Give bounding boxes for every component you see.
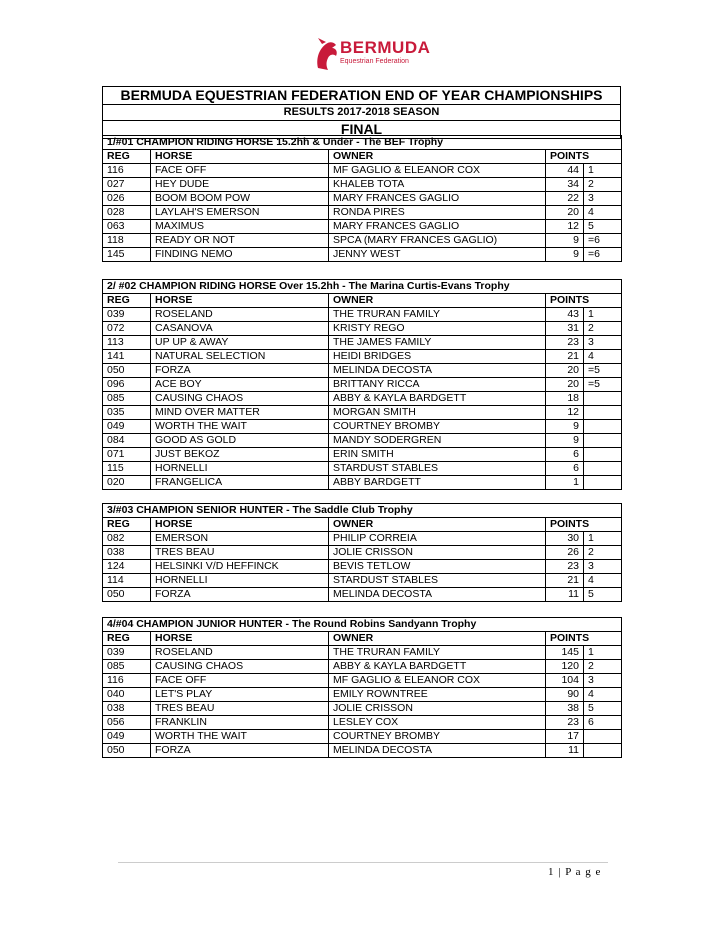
points-cell: 22 [546, 192, 584, 206]
horse-cell: HORNELLI [151, 574, 329, 588]
points-cell: 12 [546, 220, 584, 234]
horse-cell: CAUSING CHAOS [151, 660, 329, 674]
owner-cell: KHALEB TOTA [329, 178, 546, 192]
place-cell: 2 [584, 546, 622, 560]
reg-cell: 049 [103, 420, 151, 434]
place-cell [584, 476, 622, 490]
section-title [103, 136, 622, 150]
owner-cell: MORGAN SMITH [329, 406, 546, 420]
points-cell: 26 [546, 546, 584, 560]
points-cell: 12 [546, 406, 584, 420]
column-header-points: POINTS [546, 294, 622, 308]
column-header-row [103, 632, 622, 646]
table-row [103, 730, 622, 744]
points-cell: 120 [546, 660, 584, 674]
place-cell: 3 [584, 192, 622, 206]
place-cell: 3 [584, 336, 622, 350]
table-row [103, 206, 622, 220]
table-row [103, 744, 622, 758]
owner-cell: COURTNEY BROMBY [329, 420, 546, 434]
owner-cell: PHILIP CORREIA [329, 532, 546, 546]
place-cell [584, 448, 622, 462]
owner-cell: STARDUST STABLES [329, 574, 546, 588]
points-cell: 18 [546, 392, 584, 406]
horse-cell: CASANOVA [151, 322, 329, 336]
table-row [103, 378, 622, 392]
section-title-text: #01 CHAMPION RIDING HORSE 15.2hh & Under - The BEF Trophy [115, 136, 444, 148]
section-prefix: 3/ [107, 504, 116, 516]
table-row [103, 660, 622, 674]
reg-cell: 038 [103, 702, 151, 716]
place-cell [584, 744, 622, 758]
horse-cell: FRANKLIN [151, 716, 329, 730]
horse-cell: LAYLAH'S EMERSON [151, 206, 329, 220]
table-row [103, 716, 622, 730]
table-row [103, 588, 622, 602]
column-header-reg: REG [103, 294, 151, 308]
reg-cell: 096 [103, 378, 151, 392]
reg-cell: 082 [103, 532, 151, 546]
column-header-points: POINTS [546, 150, 622, 164]
reg-cell: 071 [103, 448, 151, 462]
horse-cell: EMERSON [151, 532, 329, 546]
horse-cell: LET'S PLAY [151, 688, 329, 702]
place-cell: 1 [584, 308, 622, 322]
horse-cell: MAXIMUS [151, 220, 329, 234]
reg-cell: 116 [103, 674, 151, 688]
owner-cell: ABBY BARDGETT [329, 476, 546, 490]
table-row [103, 476, 622, 490]
points-cell: 31 [546, 322, 584, 336]
horse-cell: FORZA [151, 588, 329, 602]
place-cell: 1 [584, 646, 622, 660]
section-prefix: 4/ [107, 618, 116, 630]
table-row [103, 322, 622, 336]
owner-cell: ABBY & KAYLA BARDGETT [329, 660, 546, 674]
owner-cell: MARY FRANCES GAGLIO [329, 192, 546, 206]
table-row [103, 462, 622, 476]
table-row [103, 392, 622, 406]
column-header-horse: HORSE [151, 518, 329, 532]
column-header-horse: HORSE [151, 294, 329, 308]
place-cell: 2 [584, 322, 622, 336]
points-cell: 20 [546, 378, 584, 392]
header-box [102, 86, 621, 139]
season-subtitle: RESULTS 2017-2018 SEASON [103, 105, 620, 121]
table-row [103, 308, 622, 322]
points-cell: 145 [546, 646, 584, 660]
horse-cell: MIND OVER MATTER [151, 406, 329, 420]
horse-cell: FINDING NEMO [151, 248, 329, 262]
section-title-text: #03 CHAMPION SENIOR HUNTER - The Saddle Club Trophy [115, 504, 413, 516]
reg-cell: 026 [103, 192, 151, 206]
points-cell: 23 [546, 716, 584, 730]
table-row [103, 192, 622, 206]
owner-cell: KRISTY REGO [329, 322, 546, 336]
column-header-owner: OWNER [329, 294, 546, 308]
horse-cell: ROSELAND [151, 646, 329, 660]
points-cell: 34 [546, 178, 584, 192]
horse-cell: TRES BEAU [151, 546, 329, 560]
column-header-owner: OWNER [329, 150, 546, 164]
column-header-row [103, 150, 622, 164]
reg-cell: 114 [103, 574, 151, 588]
results-table-3 [102, 503, 622, 602]
points-cell: 44 [546, 164, 584, 178]
points-cell: 23 [546, 336, 584, 350]
table-row [103, 688, 622, 702]
points-cell: 104 [546, 674, 584, 688]
owner-cell: LESLEY COX [329, 716, 546, 730]
points-cell: 20 [546, 206, 584, 220]
owner-cell: MELINDA DECOSTA [329, 364, 546, 378]
column-header-reg: REG [103, 518, 151, 532]
document-title: BERMUDA EQUESTRIAN FEDERATION END OF YEAR CHAMPIONSHIPS [103, 87, 620, 105]
table-row [103, 248, 622, 262]
place-cell: =5 [584, 364, 622, 378]
horse-cell: HORNELLI [151, 462, 329, 476]
results-table-1 [102, 135, 622, 262]
place-cell: 5 [584, 702, 622, 716]
section-title-text: #04 CHAMPION JUNIOR HUNTER - The Round Robins Sandyann Trophy [115, 618, 477, 630]
table-row [103, 646, 622, 660]
column-header-horse: HORSE [151, 632, 329, 646]
place-cell: 4 [584, 350, 622, 364]
place-cell [584, 406, 622, 420]
place-cell: 6 [584, 716, 622, 730]
section-title [103, 280, 622, 294]
owner-cell: STARDUST STABLES [329, 462, 546, 476]
points-cell: 23 [546, 560, 584, 574]
reg-cell: 124 [103, 560, 151, 574]
horse-cell: TRES BEAU [151, 702, 329, 716]
owner-cell: JOLIE CRISSON [329, 546, 546, 560]
points-cell: 9 [546, 234, 584, 248]
place-cell: 3 [584, 560, 622, 574]
reg-cell: 085 [103, 660, 151, 674]
reg-cell: 084 [103, 434, 151, 448]
owner-cell: JOLIE CRISSON [329, 702, 546, 716]
table-row [103, 350, 622, 364]
results-table-4 [102, 617, 622, 758]
owner-cell: MELINDA DECOSTA [329, 588, 546, 602]
points-cell: 9 [546, 420, 584, 434]
place-cell: 5 [584, 588, 622, 602]
owner-cell: HEIDI BRIDGES [329, 350, 546, 364]
table-row [103, 560, 622, 574]
points-cell: 21 [546, 350, 584, 364]
section-title [103, 504, 622, 518]
reg-cell: 040 [103, 688, 151, 702]
reg-cell: 050 [103, 744, 151, 758]
status-label: FINAL [340, 121, 383, 137]
points-cell: 21 [546, 574, 584, 588]
logo-title: BERMUDA [340, 38, 431, 57]
reg-cell: 118 [103, 234, 151, 248]
owner-cell: THE TRURAN FAMILY [329, 646, 546, 660]
reg-cell: 063 [103, 220, 151, 234]
place-cell [584, 392, 622, 406]
table-row [103, 164, 622, 178]
horse-cell: CAUSING CHAOS [151, 392, 329, 406]
page-number: 1 | P a g e [548, 866, 602, 878]
reg-cell: 145 [103, 248, 151, 262]
column-header-points: POINTS [546, 632, 622, 646]
reg-cell: 141 [103, 350, 151, 364]
table-row [103, 220, 622, 234]
column-header-row [103, 518, 622, 532]
footer-divider [118, 862, 608, 863]
horse-cell: GOOD AS GOLD [151, 434, 329, 448]
place-cell: 5 [584, 220, 622, 234]
horse-cell: BOOM BOOM POW [151, 192, 329, 206]
owner-cell: MF GAGLIO & ELEANOR COX [329, 674, 546, 688]
table-row [103, 546, 622, 560]
horse-cell: HELSINKI V/D HEFFINCK [151, 560, 329, 574]
owner-cell: MELINDA DECOSTA [329, 744, 546, 758]
horse-cell: WORTH THE WAIT [151, 420, 329, 434]
points-cell: 9 [546, 434, 584, 448]
owner-cell: SPCA (MARY FRANCES GAGLIO) [329, 234, 546, 248]
points-cell: 11 [546, 744, 584, 758]
place-cell: =6 [584, 234, 622, 248]
owner-cell: MARY FRANCES GAGLIO [329, 220, 546, 234]
place-cell: 4 [584, 574, 622, 588]
section-title [103, 618, 622, 632]
points-cell: 30 [546, 532, 584, 546]
owner-cell: BEVIS TETLOW [329, 560, 546, 574]
owner-cell: BRITTANY RICCA [329, 378, 546, 392]
owner-cell: MF GAGLIO & ELEANOR COX [329, 164, 546, 178]
horse-cell: JUST BEKOZ [151, 448, 329, 462]
horse-cell: FRANGELICA [151, 476, 329, 490]
place-cell: 3 [584, 674, 622, 688]
points-cell: 9 [546, 248, 584, 262]
points-cell: 6 [546, 448, 584, 462]
reg-cell: 020 [103, 476, 151, 490]
column-header-horse: HORSE [151, 150, 329, 164]
horse-cell: WORTH THE WAIT [151, 730, 329, 744]
horse-cell: ROSELAND [151, 308, 329, 322]
reg-cell: 039 [103, 646, 151, 660]
column-header-owner: OWNER [329, 632, 546, 646]
points-cell: 90 [546, 688, 584, 702]
owner-cell: RONDA PIRES [329, 206, 546, 220]
place-cell: 4 [584, 688, 622, 702]
reg-cell: 027 [103, 178, 151, 192]
points-cell: 20 [546, 364, 584, 378]
horse-cell: FACE OFF [151, 164, 329, 178]
place-cell: 1 [584, 164, 622, 178]
table-row [103, 434, 622, 448]
table-row [103, 448, 622, 462]
reg-cell: 085 [103, 392, 151, 406]
place-cell: =5 [584, 378, 622, 392]
results-table-2 [102, 279, 622, 490]
table-row [103, 336, 622, 350]
reg-cell: 050 [103, 364, 151, 378]
owner-cell: THE TRURAN FAMILY [329, 308, 546, 322]
logo-subtitle: Equestrian Federation [340, 58, 409, 65]
column-header-points: POINTS [546, 518, 622, 532]
table-row [103, 574, 622, 588]
column-header-reg: REG [103, 632, 151, 646]
column-header-row [103, 294, 622, 308]
table-row [103, 364, 622, 378]
points-cell: 1 [546, 476, 584, 490]
place-cell: =6 [584, 248, 622, 262]
owner-cell: ABBY & KAYLA BARDGETT [329, 392, 546, 406]
table-row [103, 532, 622, 546]
reg-cell: 028 [103, 206, 151, 220]
table-row [103, 234, 622, 248]
owner-cell: COURTNEY BROMBY [329, 730, 546, 744]
place-cell [584, 420, 622, 434]
place-cell [584, 462, 622, 476]
place-cell [584, 434, 622, 448]
place-cell: 2 [584, 660, 622, 674]
table-row [103, 420, 622, 434]
owner-cell: JENNY WEST [329, 248, 546, 262]
reg-cell: 035 [103, 406, 151, 420]
points-cell: 38 [546, 702, 584, 716]
section-title-text: #02 CHAMPION RIDING HORSE Over 15.2hh - The Marina Curtis-Evans Trophy [115, 280, 510, 292]
horse-cell: ACE BOY [151, 378, 329, 392]
section-prefix: 1/ [107, 136, 116, 148]
owner-cell: EMILY ROWNTREE [329, 688, 546, 702]
reg-cell: 038 [103, 546, 151, 560]
table-row [103, 674, 622, 688]
table-row [103, 406, 622, 420]
horse-cell: UP UP & AWAY [151, 336, 329, 350]
reg-cell: 113 [103, 336, 151, 350]
reg-cell: 049 [103, 730, 151, 744]
reg-cell: 056 [103, 716, 151, 730]
horse-cell: READY OR NOT [151, 234, 329, 248]
table-row [103, 178, 622, 192]
owner-cell: ERIN SMITH [329, 448, 546, 462]
horse-cell: FORZA [151, 364, 329, 378]
place-cell [584, 730, 622, 744]
reg-cell: 050 [103, 588, 151, 602]
points-cell: 17 [546, 730, 584, 744]
reg-cell: 072 [103, 322, 151, 336]
points-cell: 6 [546, 462, 584, 476]
owner-cell: THE JAMES FAMILY [329, 336, 546, 350]
points-cell: 43 [546, 308, 584, 322]
horse-cell: FORZA [151, 744, 329, 758]
column-header-reg: REG [103, 150, 151, 164]
reg-cell: 115 [103, 462, 151, 476]
horse-cell: FACE OFF [151, 674, 329, 688]
place-cell: 2 [584, 178, 622, 192]
horse-cell: HEY DUDE [151, 178, 329, 192]
table-row [103, 702, 622, 716]
reg-cell: 116 [103, 164, 151, 178]
place-cell: 1 [584, 532, 622, 546]
section-prefix: 2/ [107, 280, 116, 292]
place-cell: 4 [584, 206, 622, 220]
horse-cell: NATURAL SELECTION [151, 350, 329, 364]
column-header-owner: OWNER [329, 518, 546, 532]
reg-cell: 039 [103, 308, 151, 322]
owner-cell: MANDY SODERGREN [329, 434, 546, 448]
points-cell: 11 [546, 588, 584, 602]
